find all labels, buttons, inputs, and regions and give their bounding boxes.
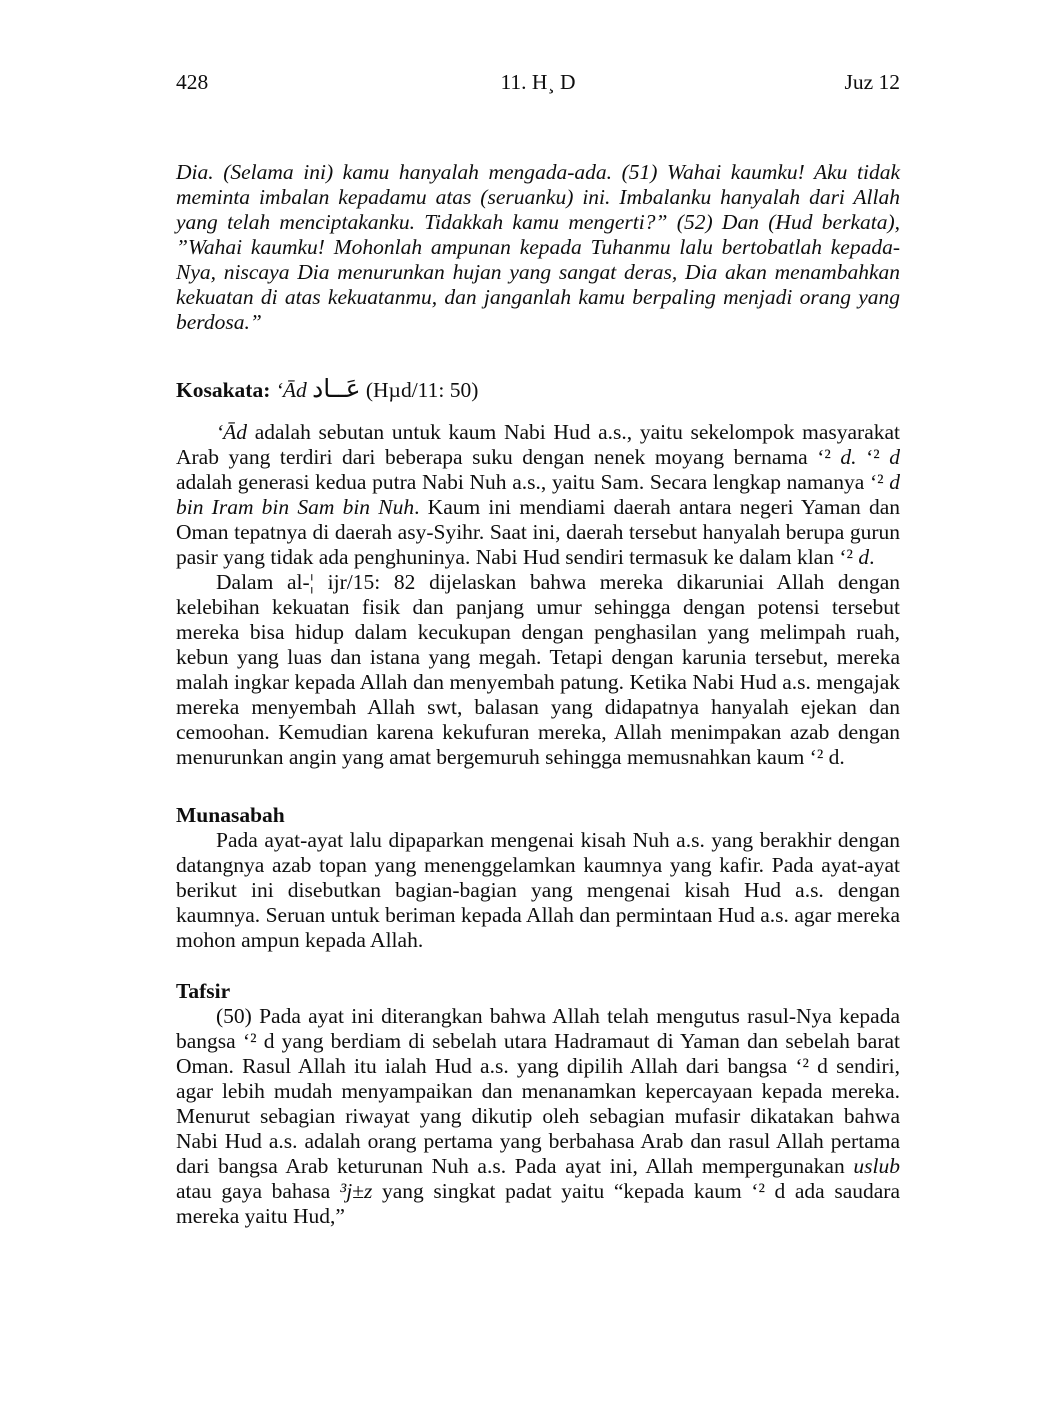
verse-translation-paragraph: Dia. (Selama ini) kamu hanyalah mengada-ada. (51) Wahai kaumku! Aku tidak meminta imbalan kepadamu atas (seruanku) ini. Imbalanku hanyalah dari Allah yang telah menciptakanku. Tidakkah kamu mengerti?” (52) Dan (Hud berkata), ”Wahai kaumku! Mohonlah ampunan kepada Tuhanmu lalu bertobatlah kepada-Nya, niscaya Dia menurunkan hujan yang sangat deras, Dia akan menambahkan kekuatan di atas kekuatanmu, dan janganlah kamu berpaling menjadi orang yang berdosa.” bbox=[176, 160, 900, 334]
tafsir-paragraph: (50) Pada ayat ini diterangkan bahwa Allah telah mengutus rasul-Nya kepada bangsa ‘² d yang berdiam di sebelah utara Hadramaut di Yaman dan sebelah barat Oman. Rasul Allah itu ialah Hud a.s. yang dipilih Allah dari bangsa ‘² d sendiri, agar lebih mudah menyampaikan dan menanamkan kepercayaan kepada mereka. Menurut sebagian riwayat yang dikutip oleh sebagian mufasir dikatakan bahwa Nabi Hud a.s. adalah orang pertama yang berbahasa Arab dan rasul Allah pertama dari bangsa Arab keturunan Nuh a.s. Pada ayat ini, Allah mempergunakan uslub atau gaya bahasa ³j±z yang singkat padat yaitu “kepada kaum ‘² d ada saudara mereka yaitu Hud,” bbox=[176, 1004, 901, 1228]
kosakata-paragraph-2: Dalam al-¦ ijr/15: 82 dijelaskan bahwa mereka dikaruniai Allah dengan kelebihan kekuatan fisik dan panjang umur sehingga dengan potensi tersebut mereka bisa hidup dalam kecukupan dengan penghasilan yang melimpah ruah, kebun yang luas dan istana yang megah. Tetapi dengan karunia tersebut, mereka malah ingkar kepada Allah dan menyembah patung. Ketika Nabi Hud a.s. mengajak mereka menyembah Allah swt, balasan yang didapatnya hanyalah ejekan dan cemoohan. Kemudian karena kekufuran mereka, Allah menimpakan azab dengan menurunkan angin yang amat bergemuruh sehingga memusnahkan kaum ‘² d. bbox=[176, 570, 900, 769]
running-header bbox=[176, 70, 900, 95]
chapter-title: 11. H¸ D bbox=[500, 70, 576, 94]
kosakata-paragraph-1: ‘Ād adalah sebutan untuk kaum Nabi Hud a.s., yaitu sekelompok masyarakat Arab yang terdiri dari beberapa suku dengan nenek moyang bernama ‘² d. ‘² d adalah generasi kedua putra Nabi Nuh a.s., yaitu Sam. Secara lengkap namanya ‘² d bin Iram bin Sam bin Nuh. Kaum ini mendiami daerah antara negeri Yaman dan Oman tepatnya di daerah asy-Syihr. Saat ini, daerah tersebut hanyalah berupa gurun pasir yang tidak ada penghuninya. Nabi Hud sendiri termasuk ke dalam klan ‘² d. bbox=[176, 420, 901, 569]
munasabah-heading: Munasabah bbox=[176, 803, 285, 827]
juz-label: Juz 12 bbox=[844, 70, 900, 94]
tafsir-heading: Tafsir bbox=[176, 979, 231, 1003]
page-number: 428 bbox=[176, 70, 209, 94]
munasabah-paragraph: Pada ayat-ayat lalu dipaparkan mengenai kisah Nuh a.s. yang berakhir dengan datangnya azab topan yang menenggelamkan kaumnya yang kafir. Pada ayat-ayat berikut ini disebutkan bagian-bagian yang mengenai kisah Hud a.s. dengan kaumnya. Seruan untuk beriman kepada Allah dan permintaan Hud a.s. agar mereka mohon ampun kepada Allah. bbox=[176, 828, 900, 952]
kosakata-heading: Kosakata: ‘Ād عَــاد (Hµd/11: 50) bbox=[176, 376, 479, 403]
